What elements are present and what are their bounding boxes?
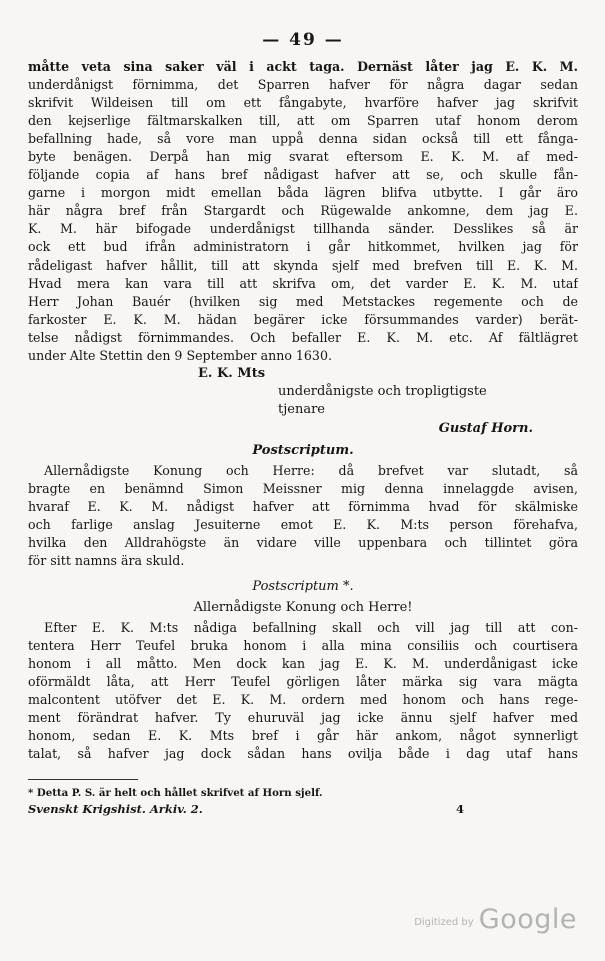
page-number: — 49 — [262,30,344,50]
printer-signature [28,800,578,818]
closing-line: underdånigste och tropligtigste [278,383,487,399]
postscript-body [28,462,578,570]
text-line: Efter E. K. M:ts nådiga befallning skall och vill jag till att con- [44,620,578,636]
postscript-body [28,619,578,763]
closing-line: tjenare [278,401,325,417]
text-line: Herr Johan Bauér (hvilken sig med Metstackes regemente och de [28,293,578,309]
text-line: här några bref från Stargardt och Rügewalde ankomne, dem jag E. [28,203,578,219]
postscript-title: Postscriptum. [252,442,354,458]
footnote-divider [28,779,138,780]
signature-title: Svenskt Krigshist. Arkiv. 2. [28,802,203,817]
text-line: för sitt namns ära skuld. [28,553,185,569]
text-line: ock ett bud ifrån administratorn i går hitkommet, hvilken jag för [28,239,578,255]
text-line: Allernådigste Konung och Herre: då brefvet var slutadt, så [44,462,578,478]
text-line: hvaraf E. K. M. nådigst hafver att förnimma hvad för skälmiske [28,498,578,514]
digitized-watermark [414,904,577,935]
book-page [28,30,578,818]
text-line: honom i all måtto. Men dock kan jag E. K. M. underdånigast icke [28,656,578,672]
text-line: honom, sedan E. K. Mts bref i går här ankom, något synnerligt [28,728,578,744]
text-line: följande copia af hans bref nådigast hafver att se, och skulle fån- [28,167,578,183]
text-line: talat, så hafver jag dock sådan hans ovilja både i dag utaf hans [28,746,578,762]
text-line: måtte veta sina saker väl i ackt taga. Dernäst låter jag E. K. M. [28,59,578,74]
text-line: ment förändrat hafver. Ty ehuruväl jag icke ännu sjelf hafver med [28,710,578,726]
text-line: telse nådigst förnimmandes. Och befaller E. K. M. etc. Af fältlägret [28,329,578,345]
signature: Gustaf Horn. [438,420,533,436]
text-line: malcontent utöfver det E. K. M. ordern med honom och hans rege- [28,692,578,708]
salutation: Allernådigste Konung och Herre! [193,600,413,616]
google-logo: Google [478,904,577,935]
text-line: befallning hade, så vore man uppå denna sidan också till ett fånga- [28,131,578,147]
text-line: byte benägen. Derpå han mig svarat eftersom E. K. M. af med- [28,149,578,165]
footnote: * Detta P. S. är helt och hållet skrifvet af Horn sjelf. [28,787,323,800]
text-line: skrifvit Wildeisen till om ett fångabyte, hvarföre hafver jag skrifvit [28,95,578,111]
text-line: rådeligast hafver hållit, till att skynda sjelf med brefven till E. K. M. [28,257,578,273]
text-line: den kejserlige fältmarskalken till, att om Sparren utaf honom derom [28,113,578,129]
text-line: under Alte Stettin den 9 September anno 1630. [28,347,332,363]
text-line: K. M. här bifogade underdånigst tillhanda sänder. Desslikes så är [28,221,578,237]
text-line: oförmäldt låta, att Herr Teufel görligen låter märka sig vara mägta [28,674,578,690]
postscript-title: Postscriptum *. [252,579,354,595]
text-line: hvilka den Alldrahögste än vidare ville uppenbara och tillintet göra [28,534,578,550]
text-line: underdånigst förnimma, det Sparren hafver för några dagar sedan [28,77,578,93]
watermark-prefix: Digitized by [414,917,474,928]
text-line: garne i morgon midt emellan båda lägren blifva utbytte. I går äro [28,185,578,201]
text-line: bragte en benämnd Simon Meissner mig denna innelaggde avisen, [28,480,578,496]
text-line: tentera Herr Teufel bruka honom i alla mina consiliis och courtisera [28,638,578,654]
text-line: och farlige anslag Jesuiterne emot E. K. M:ts person förehafva, [28,516,578,532]
closing-abbreviation: E. K. Mts [198,365,266,381]
text-line: farkoster E. K. M. hädan begärer icke försummandes varder) berät- [28,311,578,327]
text-line: Hvad mera kan vara till att skrifva om, det varder E. K. M. utaf [28,275,578,291]
signature-number: 4 [456,802,465,817]
letter-body [28,58,578,365]
